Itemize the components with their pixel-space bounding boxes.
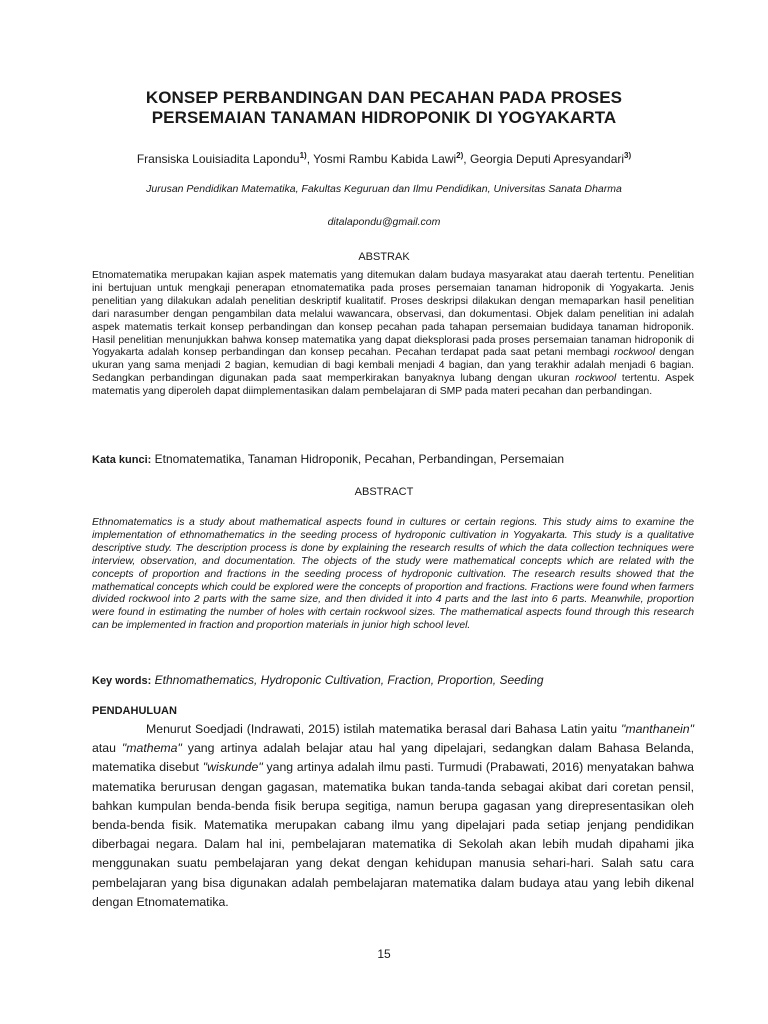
title-line-2: PERSEMAIAN TANAMAN HIDROPONIK DI YOGYAKARTA	[151, 108, 617, 127]
intro-text-4: yang artinya adalah ilmu pasti. Turmudi (Prabawati, 2016) menyatakan bahwa matematika berurusan dengan gagasan, matematika bukan tanda-tanda sebagai akibat dari coretan pensil, bahkan kumpulan benda-benda fisik berupa segitiga, namun berupa gagasan yang direpresentasikan oleh benda-benda fisik. Matematika merupakan cabang ilmu yang dipelajari pada setiap jenjang pendidikan diberbagai negara. Dalam hal ini, pembelajaran matematika di Sekolah akan lebih mudah dipahami jika menggunakan suatu pembelajaran yang dekat dengan kehidupan manusia sehari-hari. Salah satu cara pembelajaran yang bisa digunakan adalah pembelajaran matematika dalam budaya atau yang lebih dikenal dengan Etnomatematika.	[92, 760, 694, 909]
abstrak-rockwool-2: rockwool	[575, 373, 617, 385]
author-2-sup: 2)	[456, 151, 464, 160]
abstrak-heading: ABSTRAK	[358, 251, 410, 263]
author-2: , Yosmi Rambu Kabida Lawi	[306, 152, 457, 166]
intro-term-wiskunde: "wiskunde"	[202, 760, 263, 775]
author-3: , Georgia Deputi Apresyandari	[463, 152, 625, 166]
author-list	[60, 148, 708, 167]
key-words	[92, 673, 694, 688]
author-email: ditalapondu@gmail.com	[327, 216, 441, 228]
abstrak-text-2: dengan ukuran yang sama menjadi 2 bagian, kemudian di bagi kembali menjadi 4 bagian, dan yang terakhir adalah menjadi 6 bagian. Sedangkan perbandingan digunakan pada saat memperkirakan banyaknya lubang dengan ukuran	[92, 347, 694, 385]
author-1: Fransiska Louisiadita Lapondu	[136, 152, 300, 166]
key-words-label: Key words:	[92, 675, 152, 687]
abstract-body: Ethnomatematics is a study about mathematical aspects found in cultures or certain regions. This study aims to examine the implementation of ethnomathematics in the seeding process of hydroponic cultivation in Yogyakarta. This study is a qualitative descriptive study. The description process is done by explaining the research results of which the data collection techniques were interview, observation, and documentation. The objects of the study were mathematical concepts which are related with the concepts of proportion and fractions in the seeding process of hydroponic cultivation. The research results showed that the mathematical concepts which could be explored were the concepts of proportion and fractions. Fractions were found when farmers divided rockwool into 2 parts with the same size, and then divided it into 4 parts and the last into 6 parts. Meanwhile, proportion were found in estimating the number of holes with certain rockwool sizes. The mathematical aspects found through this research can be implemented in fraction and proportion materials in junior high school level.	[92, 517, 694, 632]
kata-kunci	[92, 452, 694, 467]
intro-text-3: yang artinya adalah belajar atau hal yang dipelajari, sedangkan dalam Bahasa Belanda, matematika disebut	[92, 741, 695, 775]
abstrak-rockwool-1: rockwool	[614, 347, 656, 359]
paper-title	[80, 88, 688, 128]
affiliation: Jurusan Pendidikan Matematika, Fakultas Keguruan dan Ilmu Pendidikan, Universitas Sanata Dharma	[146, 183, 622, 195]
kata-kunci-value: Etnomatematika, Tanaman Hidroponik, Pecahan, Perbandingan, Persemaian	[151, 452, 564, 466]
intro-term-mathema: "mathema"	[121, 741, 182, 756]
author-3-sup: 3)	[624, 151, 632, 160]
title-line-1: KONSEP PERBANDINGAN DAN PECAHAN PADA PROSES	[145, 88, 623, 107]
intro-text-2: atau	[92, 741, 122, 756]
kata-kunci-label: Kata kunci:	[92, 454, 152, 466]
section-heading: PENDAHULUAN	[92, 705, 177, 717]
abstrak-text-1: Etnomatematika merupakan kajian aspek matematis yang ditemukan dalam budaya masyarakat atau daerah tertentu. Penelitian ini bertujuan untuk mengkaji penerapan etnomatematika pada proses persemaian tanaman hidroponik di Yogyakarta. Jenis penelitian yang dilakukan adalah penelitian deskriptif kualitatif. Proses deskripsi dilakukan dengan memaparkan hasil penelitian dari narasumber dengan pengambilan data melalui wawancara, observasi, dan dokumentasi. Objek dalam penelitian ini adalah aspek matematis terkait konsep perbandingan dan konsep pecahan pada tahapan persemaian budidaya tanaman hidroponik. Hasil penelitian menunjukkan bahwa konsep matematika yang dapat dieksplorasi pada proses persemaian tanaman hidroponik di Yogyakarta adalah konsep perbandingan dan konsep pecahan. Pecahan terdapat pada saat petani membagi	[92, 270, 694, 359]
intro-text-1: Menurut Soedjadi (Indrawati, 2015) istilah matematika berasal dari Bahasa Latin yaitu	[146, 722, 621, 736]
abstrak-body	[92, 270, 694, 399]
abstrak-text-3: tertentu. Aspek matematis yang diperoleh dapat diimplementasikan dalam pembelajaran di SMP pada materi pecahan dan perbandingan.	[92, 373, 694, 398]
key-words-value: Ethnomathematics, Hydroponic Cultivation, Fraction, Proportion, Seeding	[151, 673, 544, 687]
intro-term-manthanein: "manthanein"	[621, 722, 694, 736]
abstract-heading: ABSTRACT	[354, 486, 414, 498]
author-1-sup: 1)	[299, 151, 307, 160]
pendahuluan-paragraph	[92, 720, 694, 912]
page-number: 15	[377, 947, 391, 961]
